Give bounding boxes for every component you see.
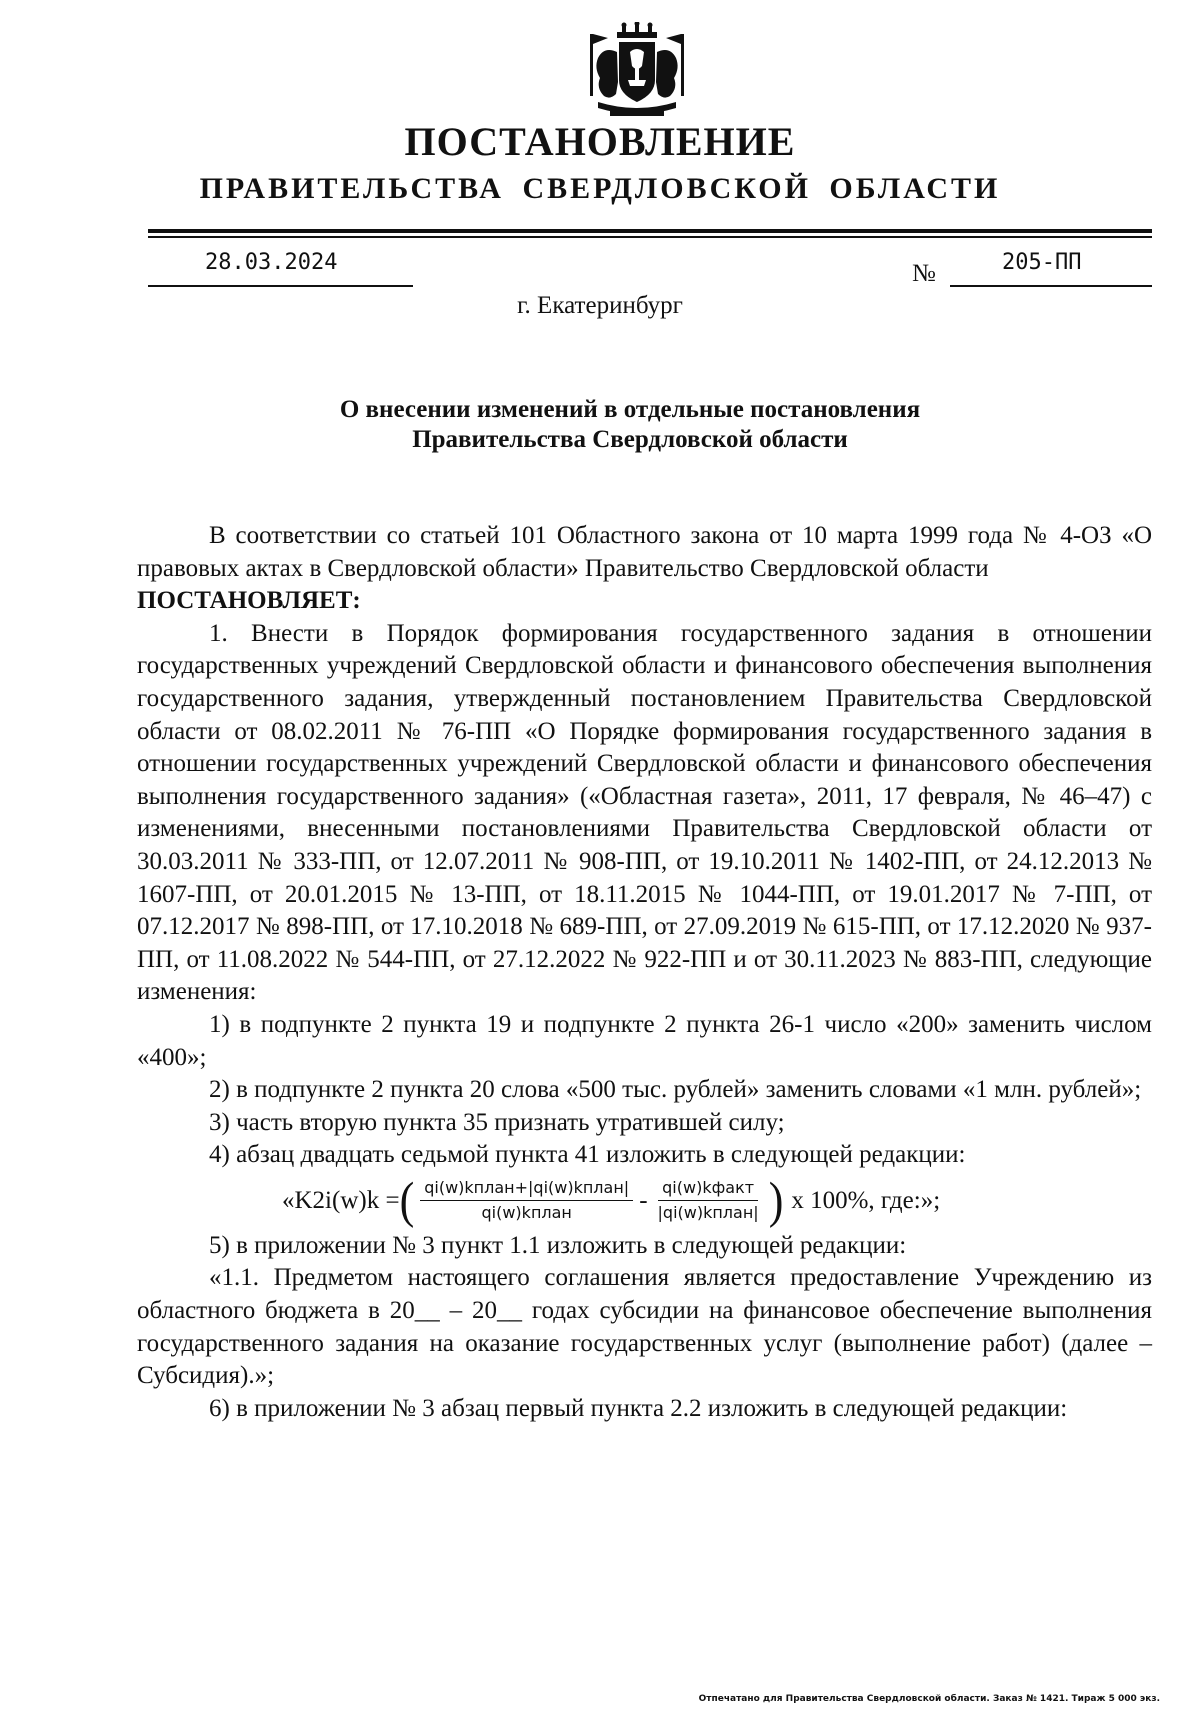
fraction-2-denominator: |qi(w)kплан| xyxy=(657,1203,759,1223)
formula-paren-close: ) xyxy=(768,1172,784,1229)
document-date: 28.03.2024 xyxy=(205,250,338,275)
subitem-4-paragraph: 4) абзац двадцать седьмой пункта 41 изложить в следующей редакции: xyxy=(209,1141,966,1169)
number-sign: № xyxy=(912,260,936,287)
formula-fraction-2 xyxy=(654,1178,763,1223)
subitem-1-paragraph: 1) в подпункте 2 пункта 19 и подпункте 2 пункта 26-1 число «200» заменить числом «400»; xyxy=(137,1010,1152,1071)
fraction-1-denominator: qi(w)kплан xyxy=(481,1203,572,1223)
print-info: Отпечатано для Правительства Свердловской области. Заказ № 1421. Тираж 5 000 экз. xyxy=(698,1694,1160,1704)
document-title: ПОСТАНОВЛЕНИЕ xyxy=(404,119,796,164)
formula-fraction-1 xyxy=(420,1178,633,1223)
number-underline xyxy=(950,285,1152,287)
subitem-3-paragraph: 3) часть вторую пункта 35 признать утратившей силу; xyxy=(209,1108,785,1136)
document-body xyxy=(137,520,1152,1425)
header-divider-thin xyxy=(148,236,1152,238)
document-heading xyxy=(0,395,1200,455)
preamble-paragraph: В соответствии со статьей 101 Областного закона от 10 марта 1999 года № 4-ОЗ «О правовых актах в Свердловской области» Правительство Свердловской области xyxy=(137,522,1152,582)
document-subtitle: ПРАВИТЕЛЬСТВА СВЕРДЛОВСКОЙ ОБЛАСТИ xyxy=(199,172,1001,205)
header-divider-thick xyxy=(148,229,1152,233)
formula-minus: - xyxy=(639,1186,648,1214)
subitem-5-paragraph: 5) в приложении № 3 пункт 1.1 изложить в следующей редакции: xyxy=(209,1231,907,1259)
formula xyxy=(137,1172,1152,1230)
formula-rhs: x 100%, где:»; xyxy=(791,1186,941,1214)
formula-paren-open: ( xyxy=(399,1172,415,1229)
quote-1-1-paragraph: «1.1. Предметом настоящего соглашения является предоставление Учреждению из областного бюджета в 20__ – 20__ годах субсидии на финансовое обеспечение выполнения государственного задания на оказание государственных услуг (выполнение работ) (далее – Субсидия).»; xyxy=(137,1264,1152,1390)
subitem-2-paragraph: 2) в подпункте 2 пункта 20 слова «500 тыс. рублей» заменить словами «1 млн. рублей»; xyxy=(209,1076,1142,1104)
date-underline xyxy=(148,285,413,287)
coat-of-arms-icon xyxy=(584,22,690,122)
fraction-1-numerator: qi(w)kплан+|qi(w)kплан| xyxy=(420,1178,633,1201)
decree-word: ПОСТАНОВЛЯЕТ: xyxy=(137,587,361,615)
fraction-2-numerator: qi(w)kфакт xyxy=(658,1178,758,1201)
item-1-paragraph: 1. Внести в Порядок формирования государственного задания в отношении государственных учреждений Свердловской области и финансового обеспечения выполнения государственного задания, утвержденный постановлением Правительства Свердловской области от 08.02.2011 № 76-ПП «О Порядке формирования государственного задания в отношении государственных учреждений Свердловской области и финансового обеспечения выполнения государственного задания» («Областная газета», 2011, 17 февраля, № 46–47) с изменениями, внесенными постановлениями Правительства Свердловской области от 30.03.2011 № 333-ПП, от 12.07.2011 № 908-ПП, от 19.10.2011 № 1402-ПП, от 24.12.2013 № 1607-ПП, от 20.01.2015 № 13-ПП, от 18.11.2015 № 1044-ПП, от 19.01.2017 № 7-ПП, от 07.12.2017 № 898-ПП, от 17.10.2018 № 689-ПП, от 27.09.2019 № 615-ПП, от 17.12.2020 № 937-ПП, от 11.08.2022 № 544-ПП, от 27.12.2022 № 922-ПП и от 30.11.2023 № 883-ПП, следующие изменения: xyxy=(137,619,1152,1006)
heading-line-2: Правительства Свердловской области xyxy=(412,426,848,453)
formula-lhs: «K2i(w)k = xyxy=(282,1186,400,1214)
document-number: 205-ПП xyxy=(1002,250,1082,275)
document-city: г. Екатеринбург xyxy=(517,292,683,319)
subitem-6-paragraph: 6) в приложении № 3 абзац первый пункта 2.2 изложить в следующей редакции: xyxy=(209,1394,1068,1422)
heading-line-1: О внесении изменений в отдельные постановления xyxy=(339,396,921,423)
